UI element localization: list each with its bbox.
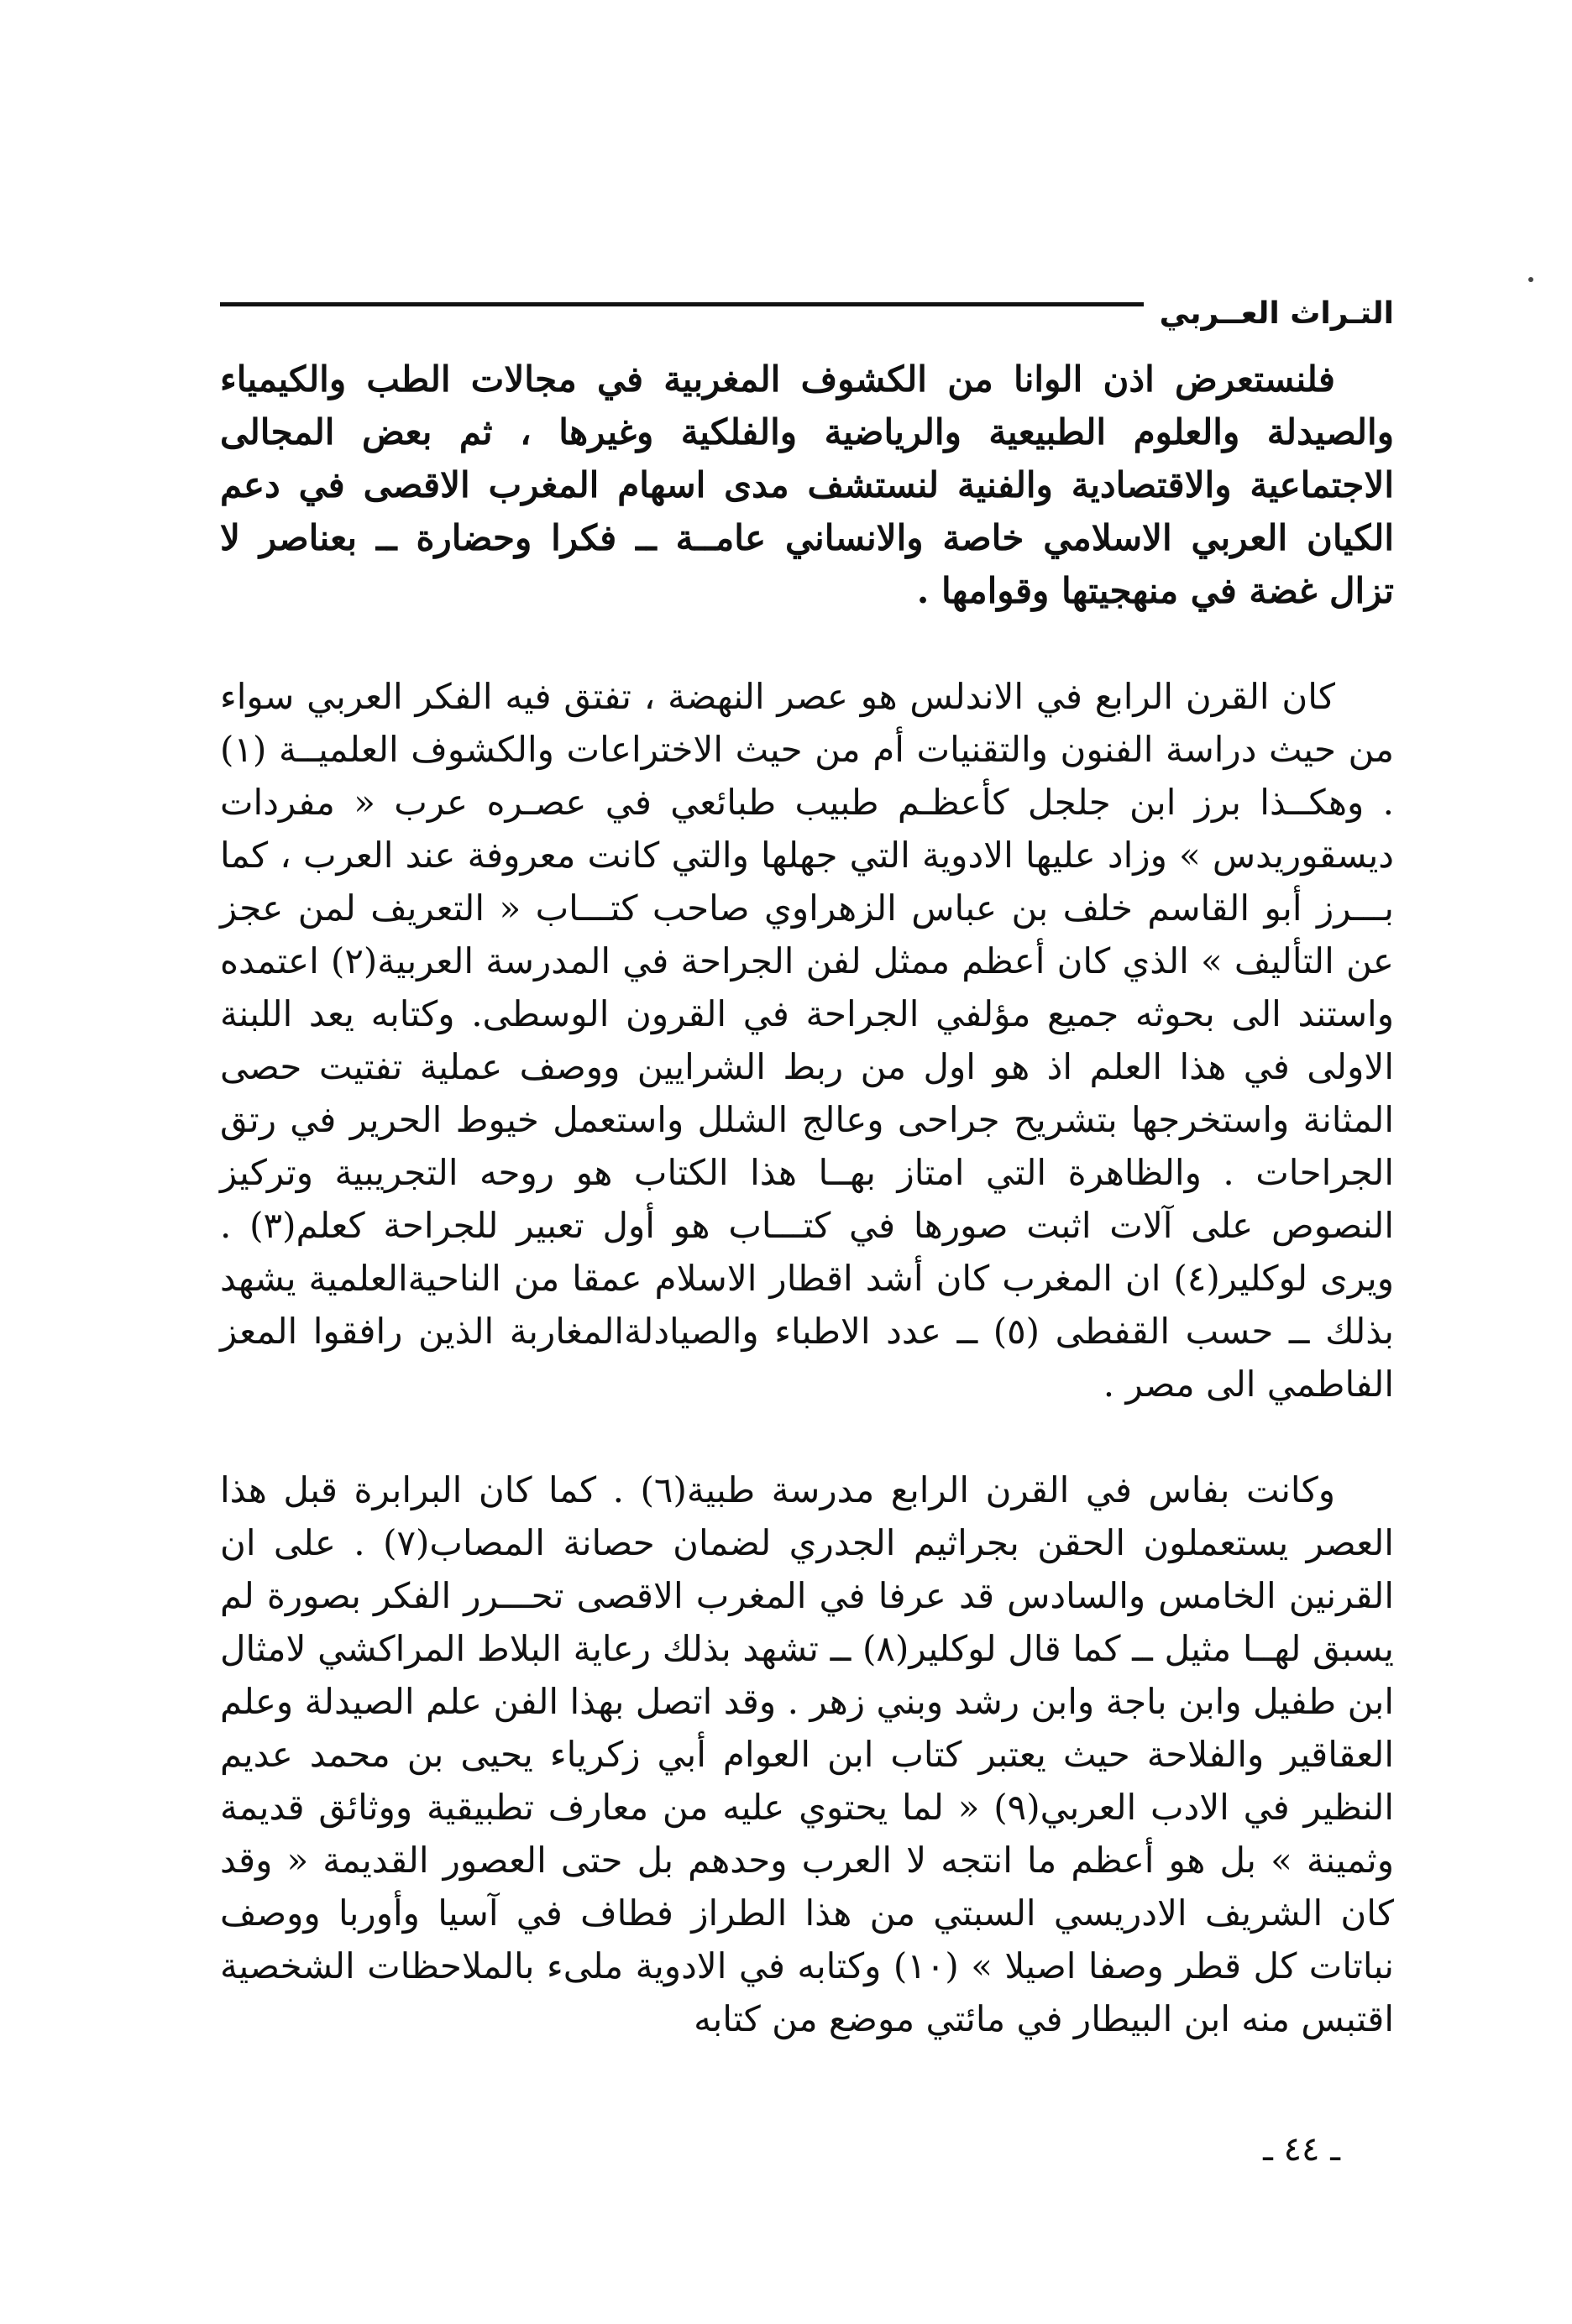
scan-speck <box>1528 277 1533 282</box>
paragraph-fourth-century: كان القرن الرابع في الاندلس هو عصر النهضة ، تفتق فيه الفكر العربي سواء من حيث دراسة الفنون والتقنيات أم من حيث الاختراعات والكشوف العلميــة (١) . وهكــذا برز ابن جلجل كأعظـم طبيب طبائعي في عصـره عرب « مفردات ديسقوريدس » وزاد عليها الادوية التي جهلها والتي كانت معروفة عند العرب ، كما بـــرز أبو القاسم خلف بن عباس الزهراوي صاحب كتـــاب « التعريف لمن عجز عن التأليف » الذي كان أعظم ممثل لفن الجراحة في المدرسة العربية(٢) اعتمده واستند الى بحوثه جميع مؤلفي الجراحة في القرون الوسطى. وكتابه يعد اللبنة الاولى في هذا العلم اذ هو اول من ربط الشرايين ووصف عملية تفتيت حصى المثانة واستخرجها بتشريح جراحى وعالج الشلل واستعمل خيوط الحرير في رتق الجراحات . والظاهرة التي امتاز بهــا هذا الكتاب هو روحه التجريبية وتركيز النصوص على آلات اثبت صورها في كتـــاب هو أول تعبير للجراحة كعلم(٣) . ويرى لوكلير(٤) ان المغرب كان أشد اقطار الاسلام عمقا من الناحيةالعلمية يشهد بذلك ــ حسب القفطى (٥) ــ عدد الاطباء والصيادلةالمغاربة الذين رافقوا المعز الفاطمي الى مصر . <box>220 676 1395 1405</box>
paragraph-fez-medicine: وكانت بفاس في القرن الرابع مدرسة طبية(٦) . كما كان البرابرة قبل هذا العصر يستعملون الحقن بجراثيم الجدري لضمان حصانة المصاب(٧) . على ان القرنين الخامس والسادس قد عرفا في المغرب الاقصى تحـــرر الفكر بصورة لم يسبق لهــا مثيل ــ كما قال لوكلير(٨) ــ تشهد بذلك رعاية البلاط المراكشي لامثال ابن طفيل وابن باجة وابن رشد وبني زهر . وقد اتصل بهذا الفن علم الصيدلة وعلم العقاقير والفلاحة حيث يعتبر كتاب ابن العوام أبي زكرياء يحيى بن محمد عديم النظير في الادب العربي(٩) « لما يحتوي عليه من معارف تطبيقية ووثائق قديمة وثمينة » بل هو أعظم ما انتجه لا العرب وحدهم بل حتى العصور القديمة « وقد كان الشريف الادريسي السبتي من هذا الطراز فطاف في آسيا وأوربا ووصف نباتات كل قطر وصفا اصيلا » (١٠) وكتابه في الادوية ملىء بالملاحظات الشخصية اقتبس منه ابن البيطار في مائتي موضع من كتابه <box>220 1469 1394 2039</box>
running-header <box>220 285 1394 344</box>
page-number: ـ ٤٤ ـ <box>1263 2130 1340 2169</box>
paragraph-intro: فلنستعرض اذن الوانا من الكشوف المغربية في مجالات الطب والكيمياء والصيدلة والعلوم الطبيعية والرياضية والفلكية وغيرها ، ثم بعض المجالى الاجتماعية والاقتصادية والفنية لنستشف مدى اسهام المغرب الاقصى في دعم الكيان العربي الاسلامي خاصة والانساني عامــة ــ فكرا وحضارة ــ بعناصر لا تزال غضة في منهجيتها وقوامها . <box>220 359 1394 611</box>
header-rule <box>220 302 1144 306</box>
body-text <box>220 353 1394 2045</box>
header-title: التـراث العــربي <box>1159 296 1394 331</box>
